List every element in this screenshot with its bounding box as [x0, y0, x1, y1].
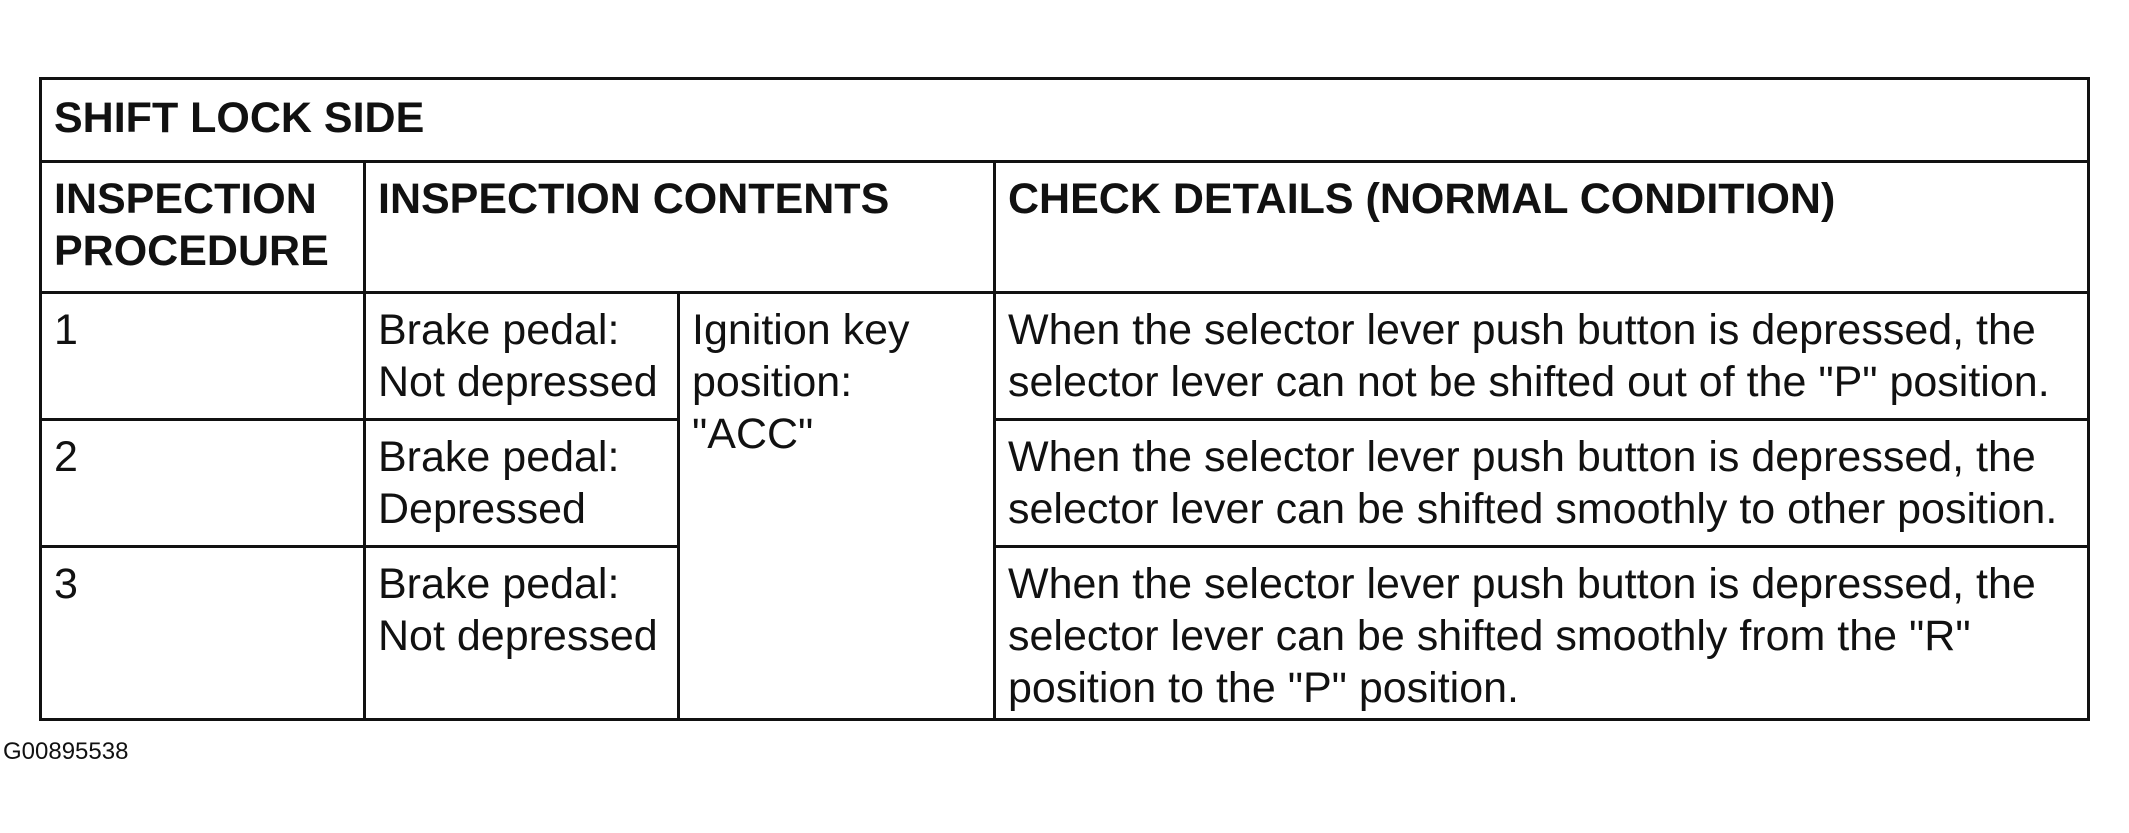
- check-details-cell: [995, 293, 2089, 420]
- brake-condition: Brake pedal: Not depressed: [378, 306, 658, 406]
- check-details-cell: [995, 420, 2089, 547]
- table-row: [41, 420, 2089, 547]
- ignition-condition-cell: [679, 293, 995, 720]
- check-details-cell: [995, 547, 2089, 720]
- header-inspection-contents: [365, 162, 995, 293]
- procedure-cell: [41, 293, 365, 420]
- brake-condition-cell: [365, 293, 679, 420]
- procedure-number: 3: [54, 560, 78, 608]
- ignition-condition: Ignition key position: "ACC": [692, 306, 910, 458]
- brake-condition-cell: [365, 547, 679, 720]
- table-title: SHIFT LOCK SIDE: [41, 79, 2089, 162]
- table-header-row: [41, 162, 2089, 293]
- header-details-label: CHECK DETAILS (NORMAL CONDITION): [1008, 175, 1836, 223]
- table-title-row: [41, 79, 2089, 162]
- figure-id: G00895538: [3, 738, 129, 765]
- header-inspection-procedure: [41, 162, 365, 293]
- check-details: When the selector lever push button is depressed, the selector lever can be shifted smoothly from the "R" position to the "P" position.: [1008, 560, 2036, 712]
- brake-condition: Brake pedal: Not depressed: [378, 560, 658, 660]
- header-contents-label: INSPECTION CONTENTS: [378, 175, 890, 223]
- procedure-cell: [41, 547, 365, 720]
- procedure-number: 1: [54, 306, 78, 354]
- header-procedure-label: INSPECTION PROCEDURE: [54, 175, 329, 275]
- check-details: When the selector lever push button is depressed, the selector lever can not be shifted out of the "P" position.: [1008, 306, 2050, 406]
- brake-condition-cell: [365, 420, 679, 547]
- table-row: [41, 293, 2089, 420]
- procedure-number: 2: [54, 433, 78, 481]
- brake-condition: Brake pedal: Depressed: [378, 433, 620, 533]
- header-check-details: [995, 162, 2089, 293]
- shift-lock-inspection-table: [39, 77, 2090, 721]
- procedure-cell: [41, 420, 365, 547]
- check-details: When the selector lever push button is depressed, the selector lever can be shifted smoothly to other position.: [1008, 433, 2058, 533]
- table-row: [41, 547, 2089, 720]
